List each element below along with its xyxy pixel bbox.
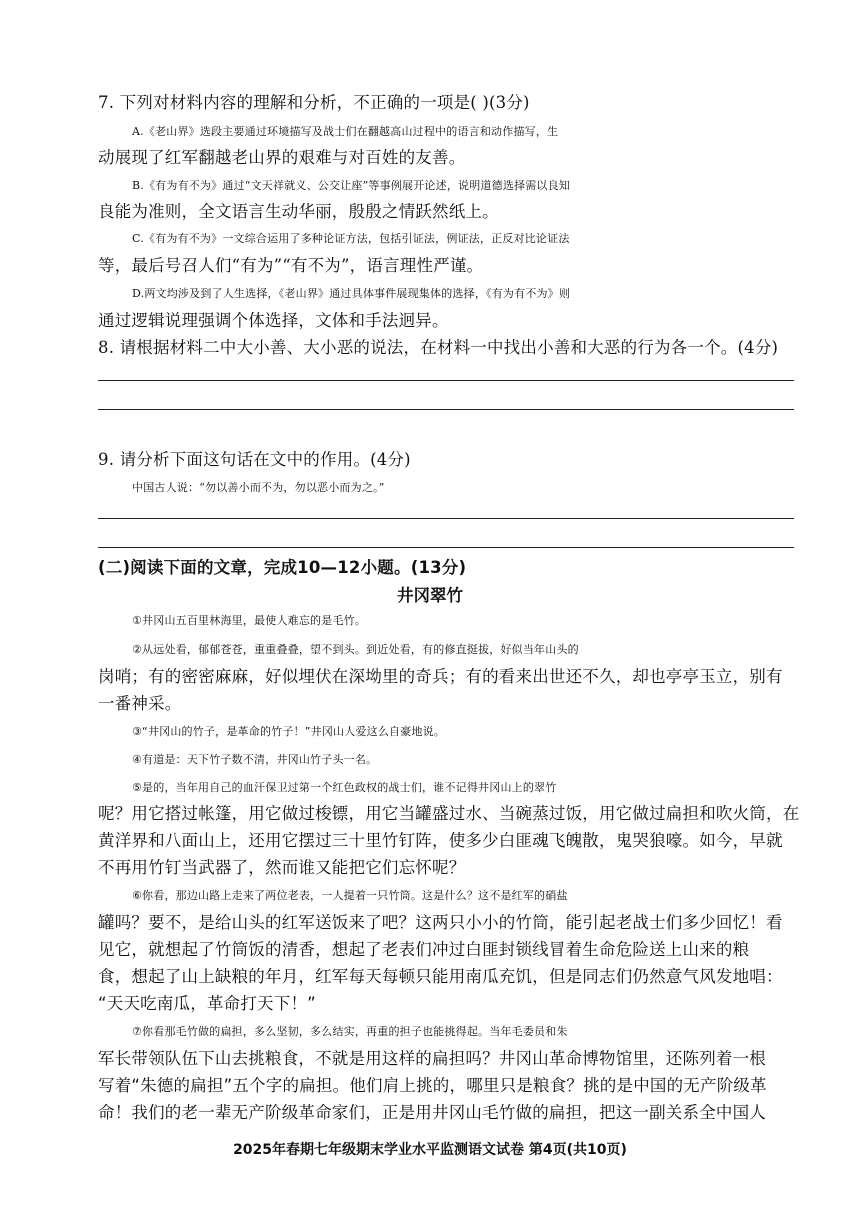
- question-7-option-c-line1: C.《有为有不为》一文综合运用了多种论证方法，包括引证法，例证法，正反对比论证法: [132, 232, 570, 245]
- answer-line-8b[interactable]: [98, 409, 794, 410]
- paragraph-6-line3: 见它，就想起了竹筒饭的清香，想起了老表们冲过白匪封锁线冒着生命危险送上山来的粮: [98, 940, 750, 959]
- question-7-option-b-line1: B.《有为有不为》通过“文天祥就义、公交让座”等事例展开论述，说明道德选择需以良知: [132, 179, 571, 192]
- question-7-stem: 7. 下列对材料内容的理解和分析，不正确的一项是( )(3分): [98, 93, 530, 112]
- page-footer: 2025年春期七年级期末学业水平监测语文试卷 第4页(共10页): [233, 1142, 627, 1158]
- paragraph-2-line1: ②从远处看，郁郁苍苍，重重叠叠，望不到头。到近处看，有的修直挺拔，好似当年山头的: [132, 643, 579, 656]
- paragraph-2-line2: 岗哨；有的密密麻麻，好似埋伏在深坳里的奇兵；有的看来出世还不久，却也亭亭玉立，别有: [98, 667, 783, 686]
- paragraph-7-line1: ⑦你看那毛竹做的扁担，多么坚韧，多么结实，再重的担子也能挑得起。当年毛委员和朱: [132, 1025, 568, 1038]
- question-7-option-b-line2: 良能为准则，全文语言生动华丽，殷殷之情跃然纸上。: [98, 202, 499, 221]
- paragraph-3: ③“井冈山的竹子，是革命的竹子！”井冈山人爱这么自豪地说。: [132, 725, 446, 738]
- section-2-heading: (二)阅读下面的文章，完成10—12小题。(13分): [98, 558, 467, 577]
- paragraph-2-line3: 一番神采。: [98, 694, 182, 713]
- question-7-option-c-line2: 等，最后号召人们“有为”“有不为”，语言理性严谨。: [98, 256, 484, 275]
- paragraph-6-line2: 罐吗？要不，是给山头的红军送饭来了吧？这两只小小的竹筒，能引起老战士们多少回忆！看: [98, 913, 783, 932]
- paragraph-5-line2: 呢？用它搭过帐篷，用它做过梭镖，用它当罐盛过水、当碗蒸过饭，用它做过扁担和吹火筒，在: [98, 804, 800, 823]
- answer-line-9b[interactable]: [98, 547, 794, 548]
- paragraph-6-line1: ⑥你看，那边山路上走来了两位老表，一人提着一只竹筒。这是什么？这不是红军的硝盐: [132, 889, 568, 902]
- question-7-option-a-line2: 动展现了红军翻越老山界的艰难与对百姓的友善。: [98, 148, 466, 167]
- paragraph-5-line1: ⑤是的，当年用自己的血汗保卫过第一个红色政权的战士们，谁不记得井冈山上的翠竹: [132, 781, 557, 794]
- answer-line-9a[interactable]: [98, 518, 794, 519]
- paragraph-5-line4: 不再用竹钉当武器了，然而谁又能把它们忘怀呢？: [98, 858, 466, 877]
- question-9-stem: 9. 请分析下面这句话在文中的作用。(4分): [98, 450, 411, 469]
- question-7-option-a-line1: A.《老山界》选段主要通过环境描写及战士们在翻越高山过程中的语言和动作描写，生: [132, 125, 559, 138]
- paragraph-5-line3: 黄洋界和八面山上，还用它摆过三十里竹钉阵，使多少白匪魂飞魄散，鬼哭狼嚎。如今，早就: [98, 831, 783, 850]
- paragraph-7-line4: 命！我们的老一辈无产阶级革命家们，正是用井冈山毛竹做的扁担，把这一副关系全中国人: [98, 1103, 766, 1122]
- question-8-stem: 8. 请根据材料二中大小善、大小恶的说法，在材料一中找出小善和大恶的行为各一个。(4分): [98, 338, 779, 357]
- paragraph-6-line4: 食，想起了山上缺粮的年月，红军每天每顿只能用南瓜充饥，但是同志们仍然意气风发地唱：: [98, 967, 783, 986]
- question-7-option-d-line1: D.两文均涉及到了人生选择，《老山界》通过具体事件展现集体的选择，《有为有不为》则: [132, 287, 571, 300]
- answer-line-8a[interactable]: [98, 380, 794, 381]
- paragraph-7-line3: 写着“朱德的扁担”五个字的扁担。他们肩上挑的，哪里只是粮食？挑的是中国的无产阶级革: [98, 1076, 767, 1095]
- paragraph-6-line5: “天天吃南瓜，革命打天下！”: [98, 994, 316, 1013]
- paragraph-7-line2: 军长带领队伍下山去挑粮食，不就是用这样的扁担吗？井冈山革命博物馆里，还陈列着一根: [98, 1049, 766, 1068]
- paragraph-4: ④有道是：天下竹子数不清，井冈山竹子头一名。: [132, 753, 378, 766]
- article-title: 井冈翠竹: [397, 586, 463, 605]
- question-9-quote: 中国古人说：“勿以善小而不为，勿以恶小而为之。”: [132, 481, 385, 494]
- question-7-option-d-line2: 通过逻辑说理强调个体选择，文体和手法迥异。: [98, 311, 449, 330]
- paragraph-1: ①井冈山五百里林海里，最使人难忘的是毛竹。: [132, 614, 367, 627]
